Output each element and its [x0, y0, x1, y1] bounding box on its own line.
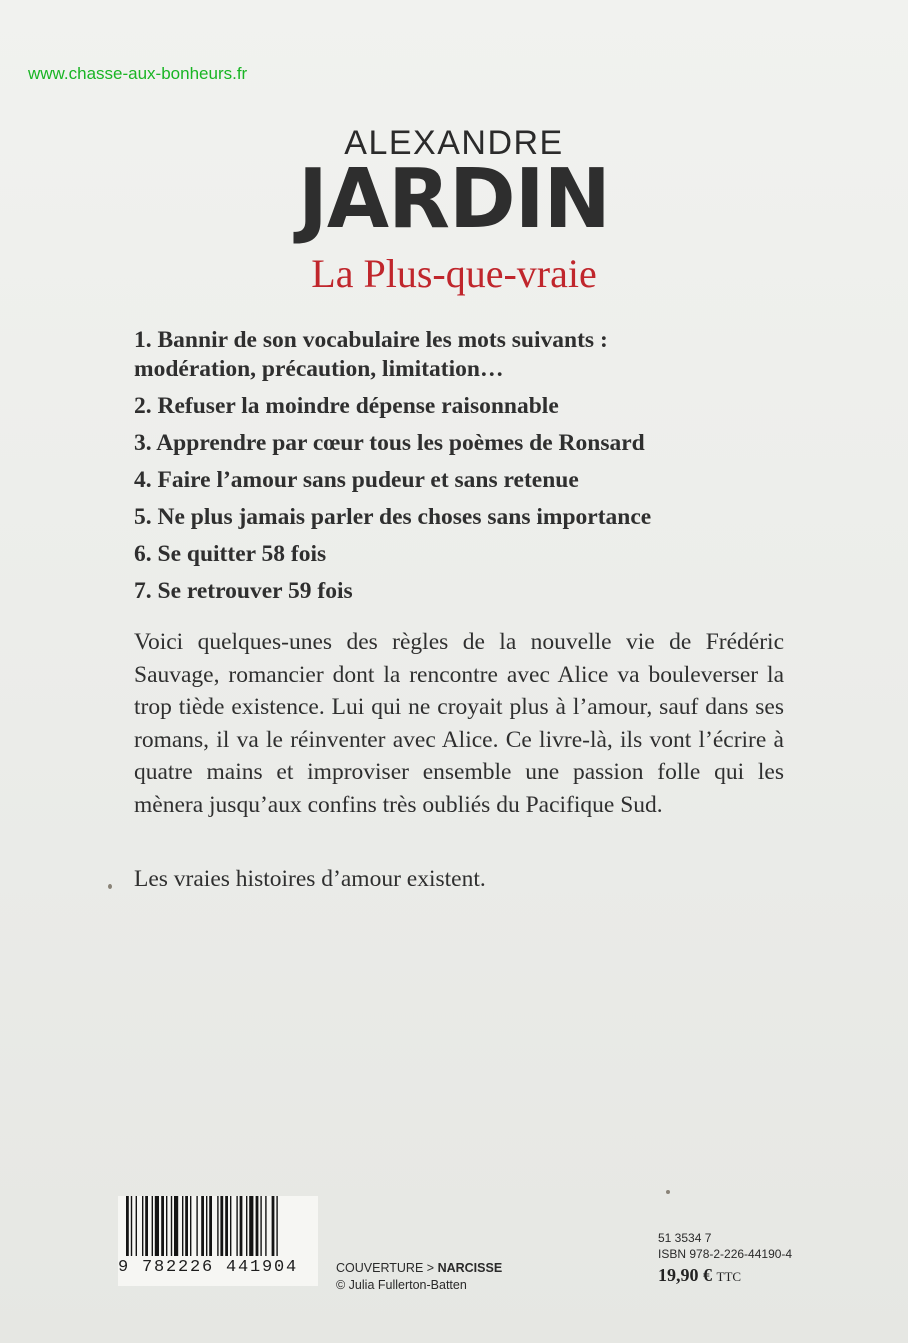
price [658, 1265, 741, 1286]
rules-list [134, 326, 794, 614]
blurb-paragraph: Voici quelques-unes des règles de la nouvelle vie de Frédéric Sauvage, romancier dont la rencontre avec Alice va bouleverser la trop tiède existence. Lui qui ne croyait plus à l’amour, sauf dans ses romans, il va le réinventer avec Alice. Ce livre-là, ils vont l’écrire à quatre mains et improviser ensemble une passion folle qui les mènera jusqu’aux confins très oubliés du Pacifique Sud. [134, 629, 784, 818]
author-last-name: JARDIN [298, 152, 610, 247]
rule-item: 7. Se retrouver 59 fois [134, 578, 353, 604]
cover-design-line [336, 1260, 502, 1277]
isbn: ISBN 978-2-226-44190-4 [658, 1247, 793, 1261]
rule-item: 2. Refuser la moindre dépense raisonnable [134, 393, 559, 419]
rule-item: 1. Bannir de son vocabulaire les mots suivants : modération, précaution, limitation… [134, 327, 608, 382]
rule-item: 6. Se quitter 58 fois [134, 541, 327, 567]
cover-credit [336, 1260, 502, 1294]
cover-separator: > [426, 1261, 435, 1275]
photo-credit: © Julia Fullerton-Batten [336, 1278, 467, 1292]
rule-item: 4. Faire l’amour sans pudeur et sans retenue [134, 467, 579, 493]
author-first-name: ALEXANDRE [344, 124, 564, 162]
publisher-info [658, 1230, 818, 1262]
book-title: La Plus-que-vraie [311, 251, 597, 296]
rule-item: 5. Ne plus jamais parler des choses sans importance [134, 504, 652, 530]
barcode [118, 1196, 318, 1286]
price-suffix: TTC [716, 1269, 742, 1284]
cover-designer: NARCISSE [437, 1261, 503, 1275]
price-value: 19,90 € [658, 1265, 712, 1285]
tagline: Les vraies histoires d’amour existent. [134, 866, 486, 892]
rule-item: 3. Apprendre par cœur tous les poèmes de Ronsard [134, 430, 645, 456]
publisher-code: 51 3534 7 [658, 1231, 712, 1245]
dust-speck [666, 1190, 670, 1194]
barcode-bars [126, 1196, 322, 1258]
cover-label: COUVERTURE [336, 1261, 424, 1275]
barcode-digits: 9 782226 441904 [118, 1258, 299, 1277]
watermark-url: www.chasse-aux-bonheurs.fr [28, 64, 248, 83]
dust-speck [108, 884, 112, 889]
